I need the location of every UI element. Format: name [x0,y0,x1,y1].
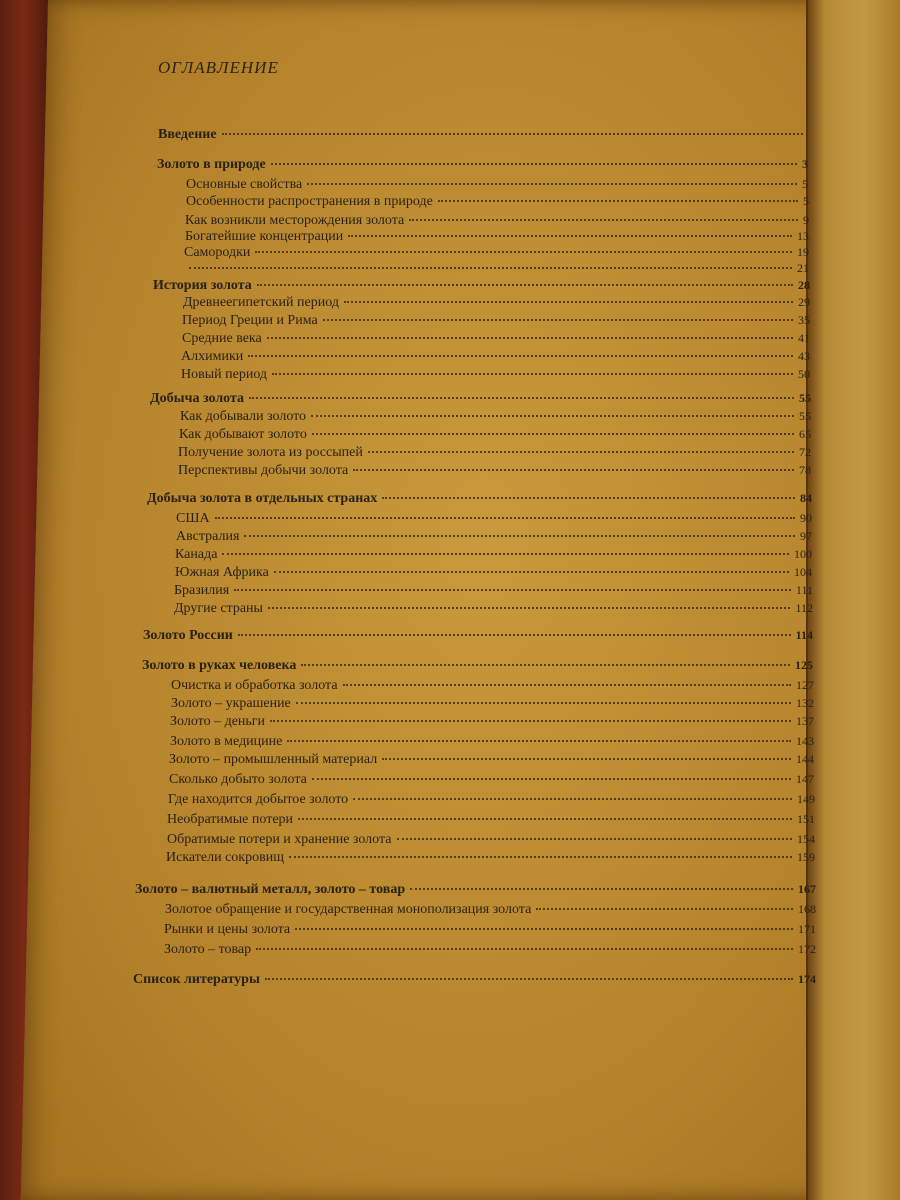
dot-leader [287,740,791,742]
toc-entry [176,511,812,529]
toc-page-number: 35 [798,313,810,327]
toc-subsection-title: Золото – деньги [170,714,266,729]
toc-entry [171,696,814,714]
dot-leader [312,778,791,780]
toc-subsection-title: Алхимики [181,349,244,364]
toc-subsection-title: Золото в медицине [170,734,283,749]
page-title: ОГЛАВЛЕНИЕ [158,58,279,77]
toc-entry [135,882,816,900]
toc-subsection-title: Получение золота из россыпей [178,445,363,460]
dot-leader [296,702,791,704]
dot-leader [274,571,789,573]
dot-leader [265,978,793,980]
toc-entry [142,658,813,676]
toc-entry [133,972,816,990]
dot-leader [272,373,793,375]
toc-entry [176,529,812,547]
toc-entry [158,127,808,145]
toc-page-number: 137 [796,714,814,728]
toc-subsection-title: Очистка и обработка золота [171,678,338,693]
toc-entry [175,565,812,583]
dot-leader [312,433,794,435]
toc-entry [165,902,816,920]
toc-entry [186,194,809,212]
dot-leader [248,355,793,357]
toc-entry [174,601,813,619]
toc-subsection-title: Бразилия [174,583,230,598]
toc-section-title: Золото – валютный металл, золото – товар [135,882,406,897]
toc-page-number: 151 [797,812,815,826]
dot-leader [189,267,792,269]
toc-entry [184,261,809,279]
toc-section-title: Золото России [143,628,233,643]
toc-entry [174,583,813,601]
toc-subsection-title: Канада [175,547,218,562]
toc-page-number: 127 [796,678,814,692]
toc-entry [147,491,812,509]
dot-leader [323,319,793,321]
toc-entry [167,812,815,830]
toc-entry [182,331,810,349]
toc-subsection-title: Новый период [181,367,268,382]
toc-page-number: 21 [797,261,809,275]
toc-page-number: 55 [799,391,811,405]
toc-subsection-title: Как добывали золото [180,409,307,424]
toc-page-number: 143 [796,734,814,748]
toc-subsection-title: Перспективы добычи золота [178,463,349,478]
dot-leader [222,133,803,135]
dot-leader [438,200,798,202]
toc-subsection-title: Самородки [184,245,251,260]
dot-leader [222,553,789,555]
toc-page-number: 174 [798,972,816,986]
dot-leader [311,415,794,417]
toc-page-number: 167 [798,882,816,896]
dot-leader [289,856,792,858]
toc-page-number: 100 [794,547,812,561]
toc-page-number: 19 [797,245,809,259]
dot-leader [368,451,794,453]
toc-subsection-title: Золотое обращение и государственная монополизация золота [165,902,532,917]
dot-leader [343,684,791,686]
toc-entry [186,177,808,195]
toc-subsection-title: Основные свойства [186,177,303,192]
toc-page-number: 43 [798,349,810,363]
toc-entry [164,922,816,940]
dot-leader [382,758,791,760]
toc-subsection-title: Обратимые потери и хранение золота [167,832,392,847]
toc-entry [171,678,814,696]
toc-subsection-title: Австралия [176,529,240,544]
toc-subsection-title: Как возникли месторождения золота [185,213,405,228]
toc-page-number: 90 [800,511,812,525]
toc-page-number: 125 [795,658,813,672]
dot-leader [397,838,793,840]
toc-subsection-title: Другие страны [174,601,263,616]
toc-page-number: 114 [795,628,813,642]
toc-section-title: Список литературы [133,972,260,987]
toc-page-number: 172 [798,942,816,956]
toc-page-number: 13 [797,229,809,243]
toc-page-number: 5 [803,194,809,208]
toc-entry [178,463,811,481]
dot-leader [270,720,791,722]
dot-leader [257,284,793,286]
toc-page-number: 41 [798,331,810,345]
dot-leader [298,818,792,820]
toc-entry [166,850,815,868]
toc-entry [181,367,810,385]
dot-leader [344,301,793,303]
dot-leader [301,664,790,666]
toc-entry [182,313,810,331]
dot-leader [536,908,793,910]
toc-subsection-title: Богатейшие концентрации [185,229,344,244]
dot-leader [238,634,791,636]
toc-entry [170,734,814,752]
dot-leader [271,163,797,165]
toc-page-number: 171 [798,922,816,936]
toc-entry [179,427,811,445]
toc-entry [143,628,813,646]
toc-page-number: 159 [797,850,815,864]
dot-leader [353,469,794,471]
toc-subsection-title: Золото – промышленный материал [169,752,378,767]
toc-section-title: История золота [153,278,252,293]
dot-leader [256,948,793,950]
dot-leader [249,397,794,399]
dot-leader [215,517,795,519]
toc-entry [181,349,810,367]
toc-page-number: 3 [802,157,808,171]
dot-leader [244,535,795,537]
dot-leader [382,497,795,499]
toc-entry [164,942,816,960]
toc-page-number: 28 [798,278,810,292]
dot-leader [307,183,797,185]
dot-leader [268,607,791,609]
toc-subsection-title: Как добывают золото [179,427,307,442]
toc-entry [167,832,815,850]
toc-page-number: 29 [798,295,810,309]
toc-page-number: 112 [795,601,813,615]
toc-subsection-title: Рынки и цены золота [164,922,291,937]
toc-page-number: 78 [799,463,811,477]
toc-page-number: 147 [796,772,814,786]
dot-leader [348,235,792,237]
toc-page-number: 97 [800,529,812,543]
dot-leader [295,928,793,930]
toc-page-number: 9 [803,213,809,227]
toc-entry [169,772,814,790]
toc-subsection-title: Необратимые потери [167,812,294,827]
toc-page-number: 65 [799,427,811,441]
toc-entry [169,752,814,770]
toc-entry [157,157,808,175]
toc-subsection-title: Золото – украшение [171,696,291,711]
toc-page-number: 149 [797,792,815,806]
toc-section-title: Добыча золота в отдельных странах [147,491,378,506]
toc-entry [153,278,810,296]
toc-entry [180,409,811,427]
toc-entry [168,792,815,810]
toc-page-number: 5 [802,177,808,191]
toc-page-number: 168 [798,902,816,916]
toc-subsection-title: Искатели сокровищ [166,850,284,865]
toc-entry [175,547,812,565]
toc-page-number: 72 [799,445,811,459]
toc-subsection-title: Сколько добыто золота [169,772,307,787]
toc-page-number: 132 [796,696,814,710]
toc-page-number: 50 [798,367,810,381]
toc-subsection-title: США [176,511,210,526]
toc-subsection-title: Где находится добытое золото [168,792,349,807]
toc-subsection-title: Золото – товар [164,942,252,957]
dot-leader [409,219,798,221]
toc-section-title: Добыча золота [150,391,245,406]
toc-page-number: 144 [796,752,814,766]
dot-leader [267,337,793,339]
dot-leader [353,798,792,800]
toc-subsection-title: Средние века [182,331,262,346]
toc-section-title: Введение [158,127,217,142]
toc-entry [178,445,811,463]
toc-section-title: Золото в руках человека [142,658,297,673]
dot-leader [410,888,793,890]
toc-subsection-title: Древнеегипетский период [183,295,339,310]
toc-entry [170,714,814,732]
dot-leader [255,251,792,253]
toc-page-number: 104 [794,565,812,579]
toc-page-number: 111 [795,583,813,597]
toc-entry [183,295,810,313]
toc-page-number: 55 [799,409,811,423]
toc-page-number: 154 [797,832,815,846]
toc-section-title: Золото в природе [157,157,266,172]
dot-leader [234,589,791,591]
toc-subsection-title: Период Греции и Рима [182,313,318,328]
toc-entry [150,391,811,409]
toc-subsection-title: Особенности распространения в природе [186,194,433,209]
toc-subsection-title: Южная Африка [175,565,269,580]
toc-page-number: 84 [800,491,812,505]
